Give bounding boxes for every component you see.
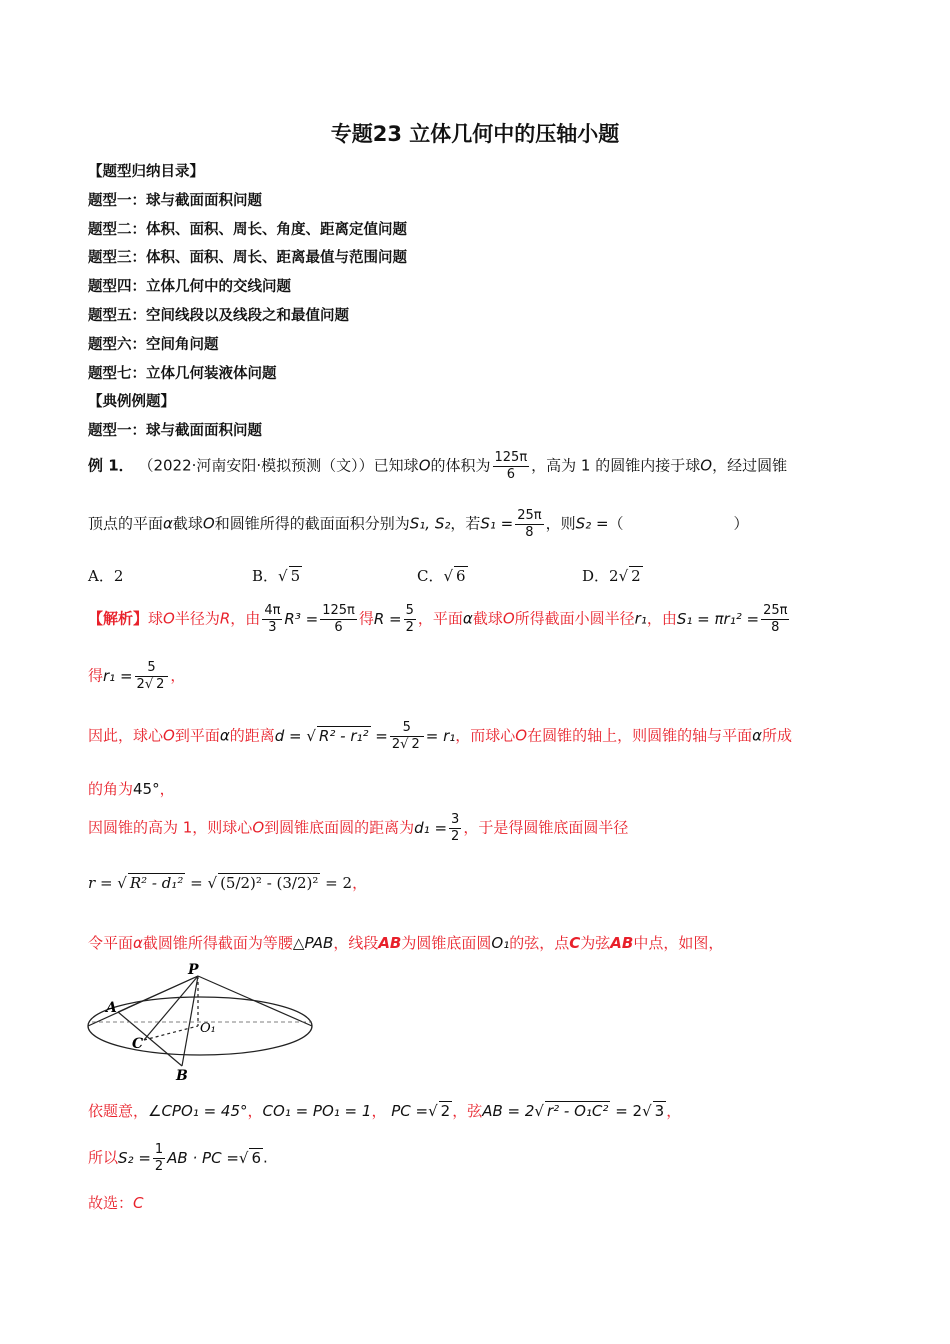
segment-pb: [182, 976, 198, 1066]
volume-fraction: $\frac{125\pi}{6}$: [494, 450, 528, 482]
label-c: C: [132, 1036, 144, 1052]
solution-line-6: r = √ R² - d₁² = √ (5/2)² - (3/2)² = 2，: [88, 874, 368, 892]
segment-pa: [118, 976, 198, 1012]
label-a: A: [106, 1000, 117, 1016]
label-p: P: [188, 962, 199, 978]
example-line-1: 例 1． （2022·河南安阳·模拟预测（文））已知球O的体积为 $\frac{125\pi}{6}$ ，高为 1 的圆锥内接于球O，经过圆锥: [88, 450, 788, 482]
solution-line-5: 因圆锥的高为 1，则球心O到圆锥底面圆的距离为d₁ = $\frac{3}{2}$ ，于是得圆锥底面圆半径: [88, 812, 629, 844]
option-c[interactable]: C．√ 6: [417, 567, 466, 585]
option-a[interactable]: A．2: [88, 567, 124, 585]
toc-item: 题型四：立体几何中的交线问题: [88, 279, 291, 296]
solution-line-7: 令平面α截圆锥所得截面为等腰△PAB，线段AB为圆锥底面圆O₁的弦，点C为弦AB中点，如图，: [88, 934, 724, 952]
label-b: B: [176, 1068, 188, 1084]
section-title: 题型一：球与截面面积问题: [88, 423, 262, 440]
answer-line: 故选：C: [88, 1194, 144, 1212]
cone-diagram: [84, 962, 320, 1084]
segment-co1: [144, 1026, 198, 1040]
solution-line-9: 所以S₂ = $\frac{1}{2}$ AB · PC =√ 6 .: [88, 1142, 268, 1174]
toc-item: 题型一：球与截面面积问题: [88, 192, 262, 209]
table-of-contents: [88, 158, 407, 446]
example-line-2: 顶点的平面α截球O和圆锥所得的截面面积分别为S₁, S₂，若S₁ = $\frac{25\pi}{8}$ ，则S₂ =（ ）: [88, 508, 749, 540]
option-d[interactable]: D．2√ 2: [582, 567, 641, 585]
toc-item: 题型三：体积、面积、周长、距离最值与范围问题: [88, 250, 407, 267]
segment-pc: [144, 976, 198, 1040]
option-b[interactable]: B．√ 5: [252, 567, 301, 585]
label-o1: O₁: [200, 1021, 216, 1036]
toc-item: 题型二：体积、面积、周长、角度、距离定值问题: [88, 221, 407, 238]
toc-item: 题型六：空间角问题: [88, 336, 219, 353]
toc-header: 【题型归纳目录】: [88, 164, 204, 180]
toc-item: 题型七：立体几何装液体问题: [88, 365, 277, 382]
solution-line-2: 得r₁ = $\frac{5}{2√ 2}$ ，: [88, 660, 186, 692]
solution-line-1: 【解析】球O半径为R，由 $\frac{4\pi}{3}$ R³ = $\frac{125\pi}{6}$ 得R = $\frac{5}{2}$ ，平面α截球O所得截面小圆半径r₁，由S₁ = πr₁² = $\frac{25\pi}{8}$: [88, 603, 788, 635]
solution-line-4: 的角为45°，: [88, 780, 175, 798]
page-title: 专题23 立体几何中的压轴小题: [330, 122, 620, 146]
cone-edge-right: [198, 976, 312, 1026]
examples-header: 【典例例题】: [88, 394, 175, 411]
solution-line-8: 依题意，∠CPO₁ = 45°，CO₁ = PO₁ = 1， PC =√ 2 ，弦AB = 2√ r² - O₁C² = 2√ 3 ，: [88, 1102, 682, 1120]
toc-item: 题型五：空间线段以及线段之和最值问题: [88, 307, 349, 324]
solution-line-3: 因此，球心O到平面α的距离d = √ R² - r₁² = $\frac{5}{2√ 2}$ = r₁，而球心O在圆锥的轴上，则圆锥的轴与平面α所成: [88, 720, 793, 752]
